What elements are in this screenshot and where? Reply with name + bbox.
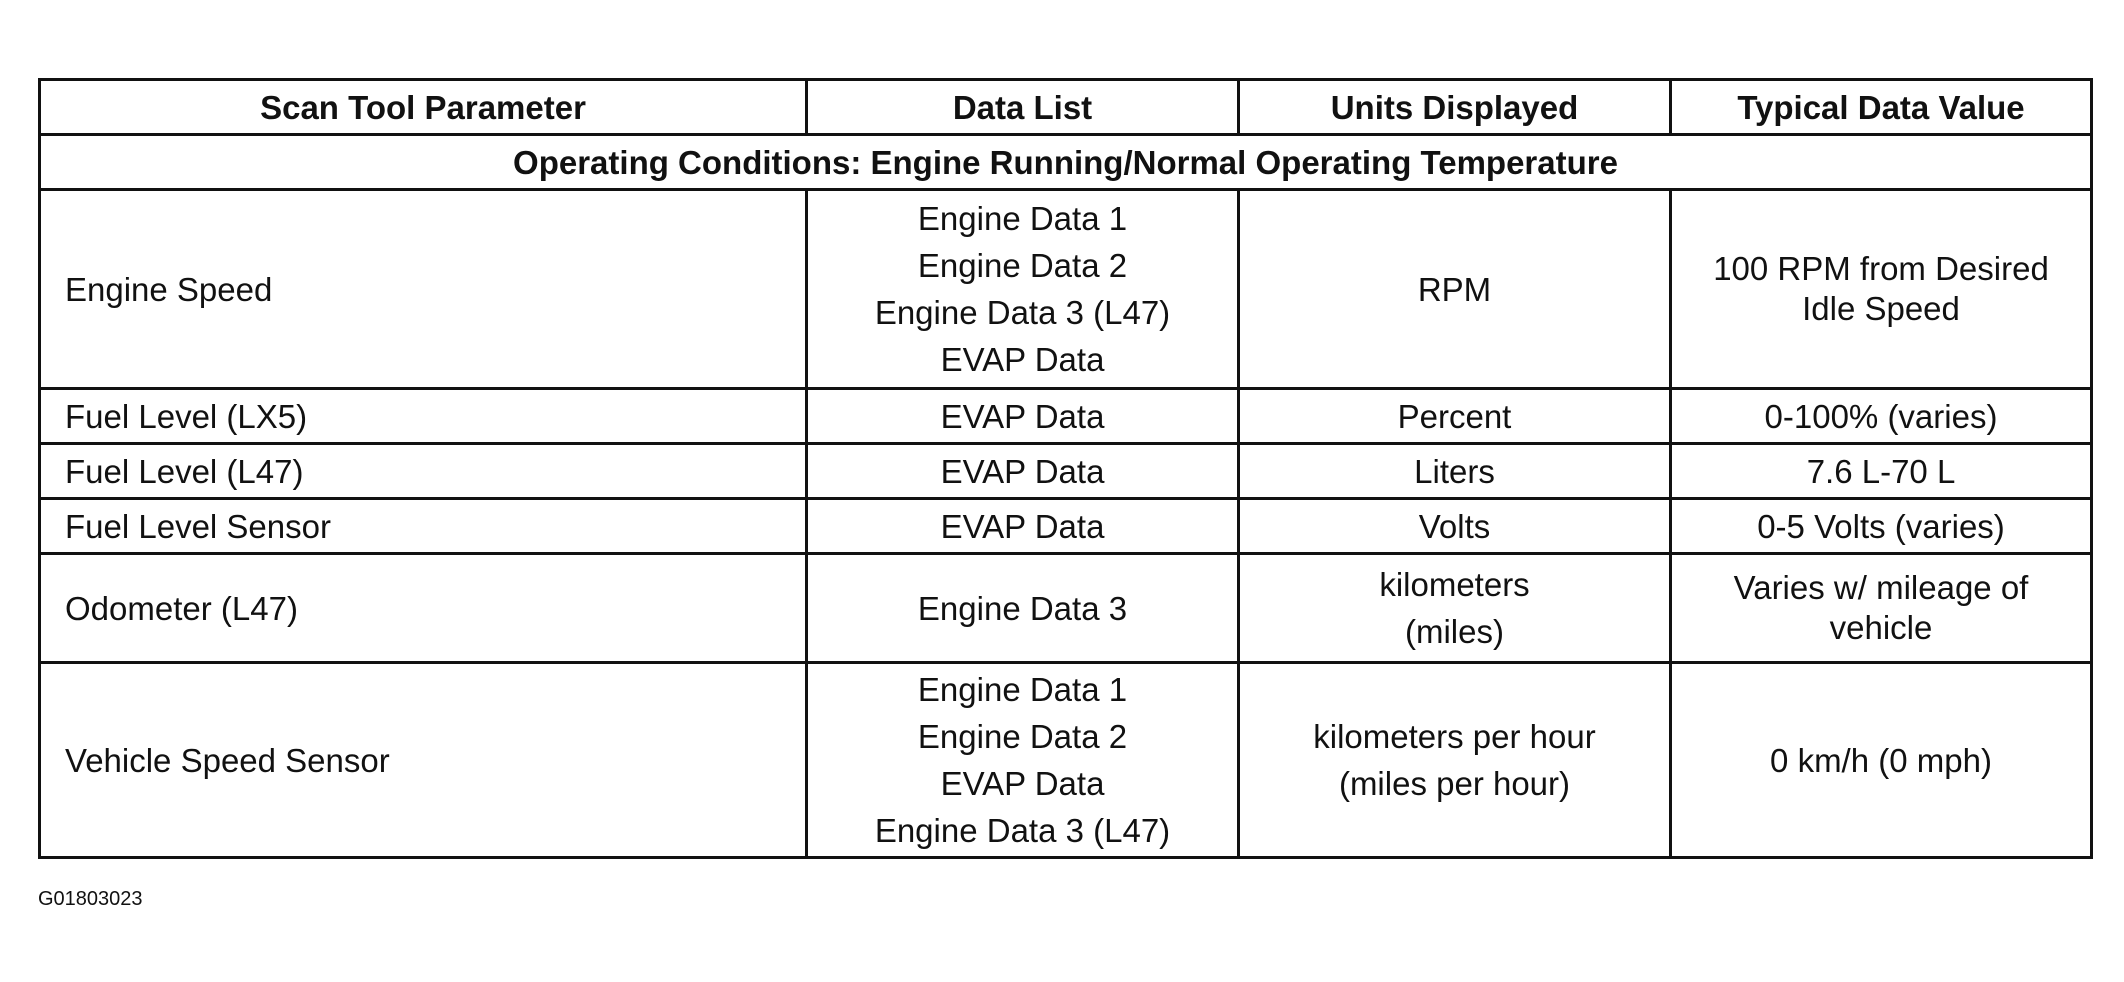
typical-line: 7.6 L-70 L	[1806, 452, 1956, 490]
row-units	[1239, 663, 1671, 858]
data-list-item: Engine Data 1	[917, 200, 1128, 237]
header-data-list: Data List	[807, 80, 1239, 135]
units-line: (miles per hour)	[1338, 765, 1571, 802]
row-typical-value	[1671, 444, 2092, 499]
typical-line: 0-100% (varies)	[1764, 397, 1998, 435]
data-list-item: EVAP Data	[940, 765, 1105, 802]
data-list-item: Engine Data 1	[917, 671, 1128, 708]
row-units	[1239, 499, 1671, 554]
scan-tool-data-table	[38, 78, 2093, 859]
row-units	[1239, 444, 1671, 499]
row-data-list	[807, 190, 1239, 389]
units-line: (miles)	[1405, 613, 1504, 650]
units-line: Liters	[1414, 452, 1495, 490]
row-typical-value	[1671, 499, 2092, 554]
row-typical-value	[1671, 389, 2092, 444]
units-line: kilometers per hour	[1313, 718, 1596, 755]
header-typical-data-value: Typical Data Value	[1671, 80, 2092, 135]
row-parameter: Fuel Level (LX5)	[40, 389, 807, 444]
data-list-item: Engine Data 2	[917, 247, 1128, 284]
operating-conditions-row	[40, 135, 2092, 190]
row-data-list	[807, 663, 1239, 858]
data-list-item: Engine Data 3 (L47)	[874, 294, 1171, 331]
row-typical-value	[1671, 554, 2092, 663]
row-parameter: Odometer (L47)	[40, 554, 807, 663]
row-parameter: Fuel Level (L47)	[40, 444, 807, 499]
row-units	[1239, 190, 1671, 389]
row-units	[1239, 554, 1671, 663]
typical-line: 0 km/h (0 mph)	[1770, 741, 1992, 779]
table-row	[40, 190, 2092, 389]
header-scan-tool-parameter: Scan Tool Parameter	[40, 80, 807, 135]
typical-line: 100 RPM from Desired	[1713, 250, 2049, 287]
typical-line: vehicle	[1829, 609, 1933, 646]
data-list-item: EVAP Data	[940, 397, 1105, 435]
operating-conditions-label: Operating Conditions: Engine Running/Normal Operating Temperature	[40, 135, 2092, 190]
units-line: kilometers	[1379, 566, 1530, 603]
table-row	[40, 554, 2092, 663]
header-units-displayed: Units Displayed	[1239, 80, 1671, 135]
table-header-row	[40, 80, 2092, 135]
table-row	[40, 663, 2092, 858]
row-typical-value	[1671, 663, 2092, 858]
units-line: RPM	[1417, 270, 1492, 308]
row-parameter: Engine Speed	[40, 190, 807, 389]
units-line: Volts	[1418, 507, 1491, 545]
row-typical-value	[1671, 190, 2092, 389]
table-row	[40, 389, 2092, 444]
row-units	[1239, 389, 1671, 444]
data-list-item: EVAP Data	[940, 507, 1105, 545]
data-list-item: Engine Data 2	[917, 718, 1128, 755]
typical-line: Idle Speed	[1802, 290, 1960, 327]
row-data-list	[807, 554, 1239, 663]
figure-code: G01803023	[38, 888, 143, 910]
data-list-item: Engine Data 3 (L47)	[874, 812, 1171, 849]
row-data-list	[807, 499, 1239, 554]
table-row	[40, 499, 2092, 554]
row-data-list	[807, 389, 1239, 444]
units-line: Percent	[1397, 397, 1512, 435]
typical-line: 0-5 Volts (varies)	[1757, 507, 2005, 545]
data-list-item: EVAP Data	[940, 452, 1105, 490]
row-parameter: Vehicle Speed Sensor	[40, 663, 807, 858]
data-list-item: EVAP Data	[940, 341, 1105, 378]
data-list-item: Engine Data 3	[917, 589, 1128, 627]
row-parameter: Fuel Level Sensor	[40, 499, 807, 554]
typical-line: Varies w/ mileage of	[1733, 569, 2029, 606]
table-row	[40, 444, 2092, 499]
row-data-list	[807, 444, 1239, 499]
